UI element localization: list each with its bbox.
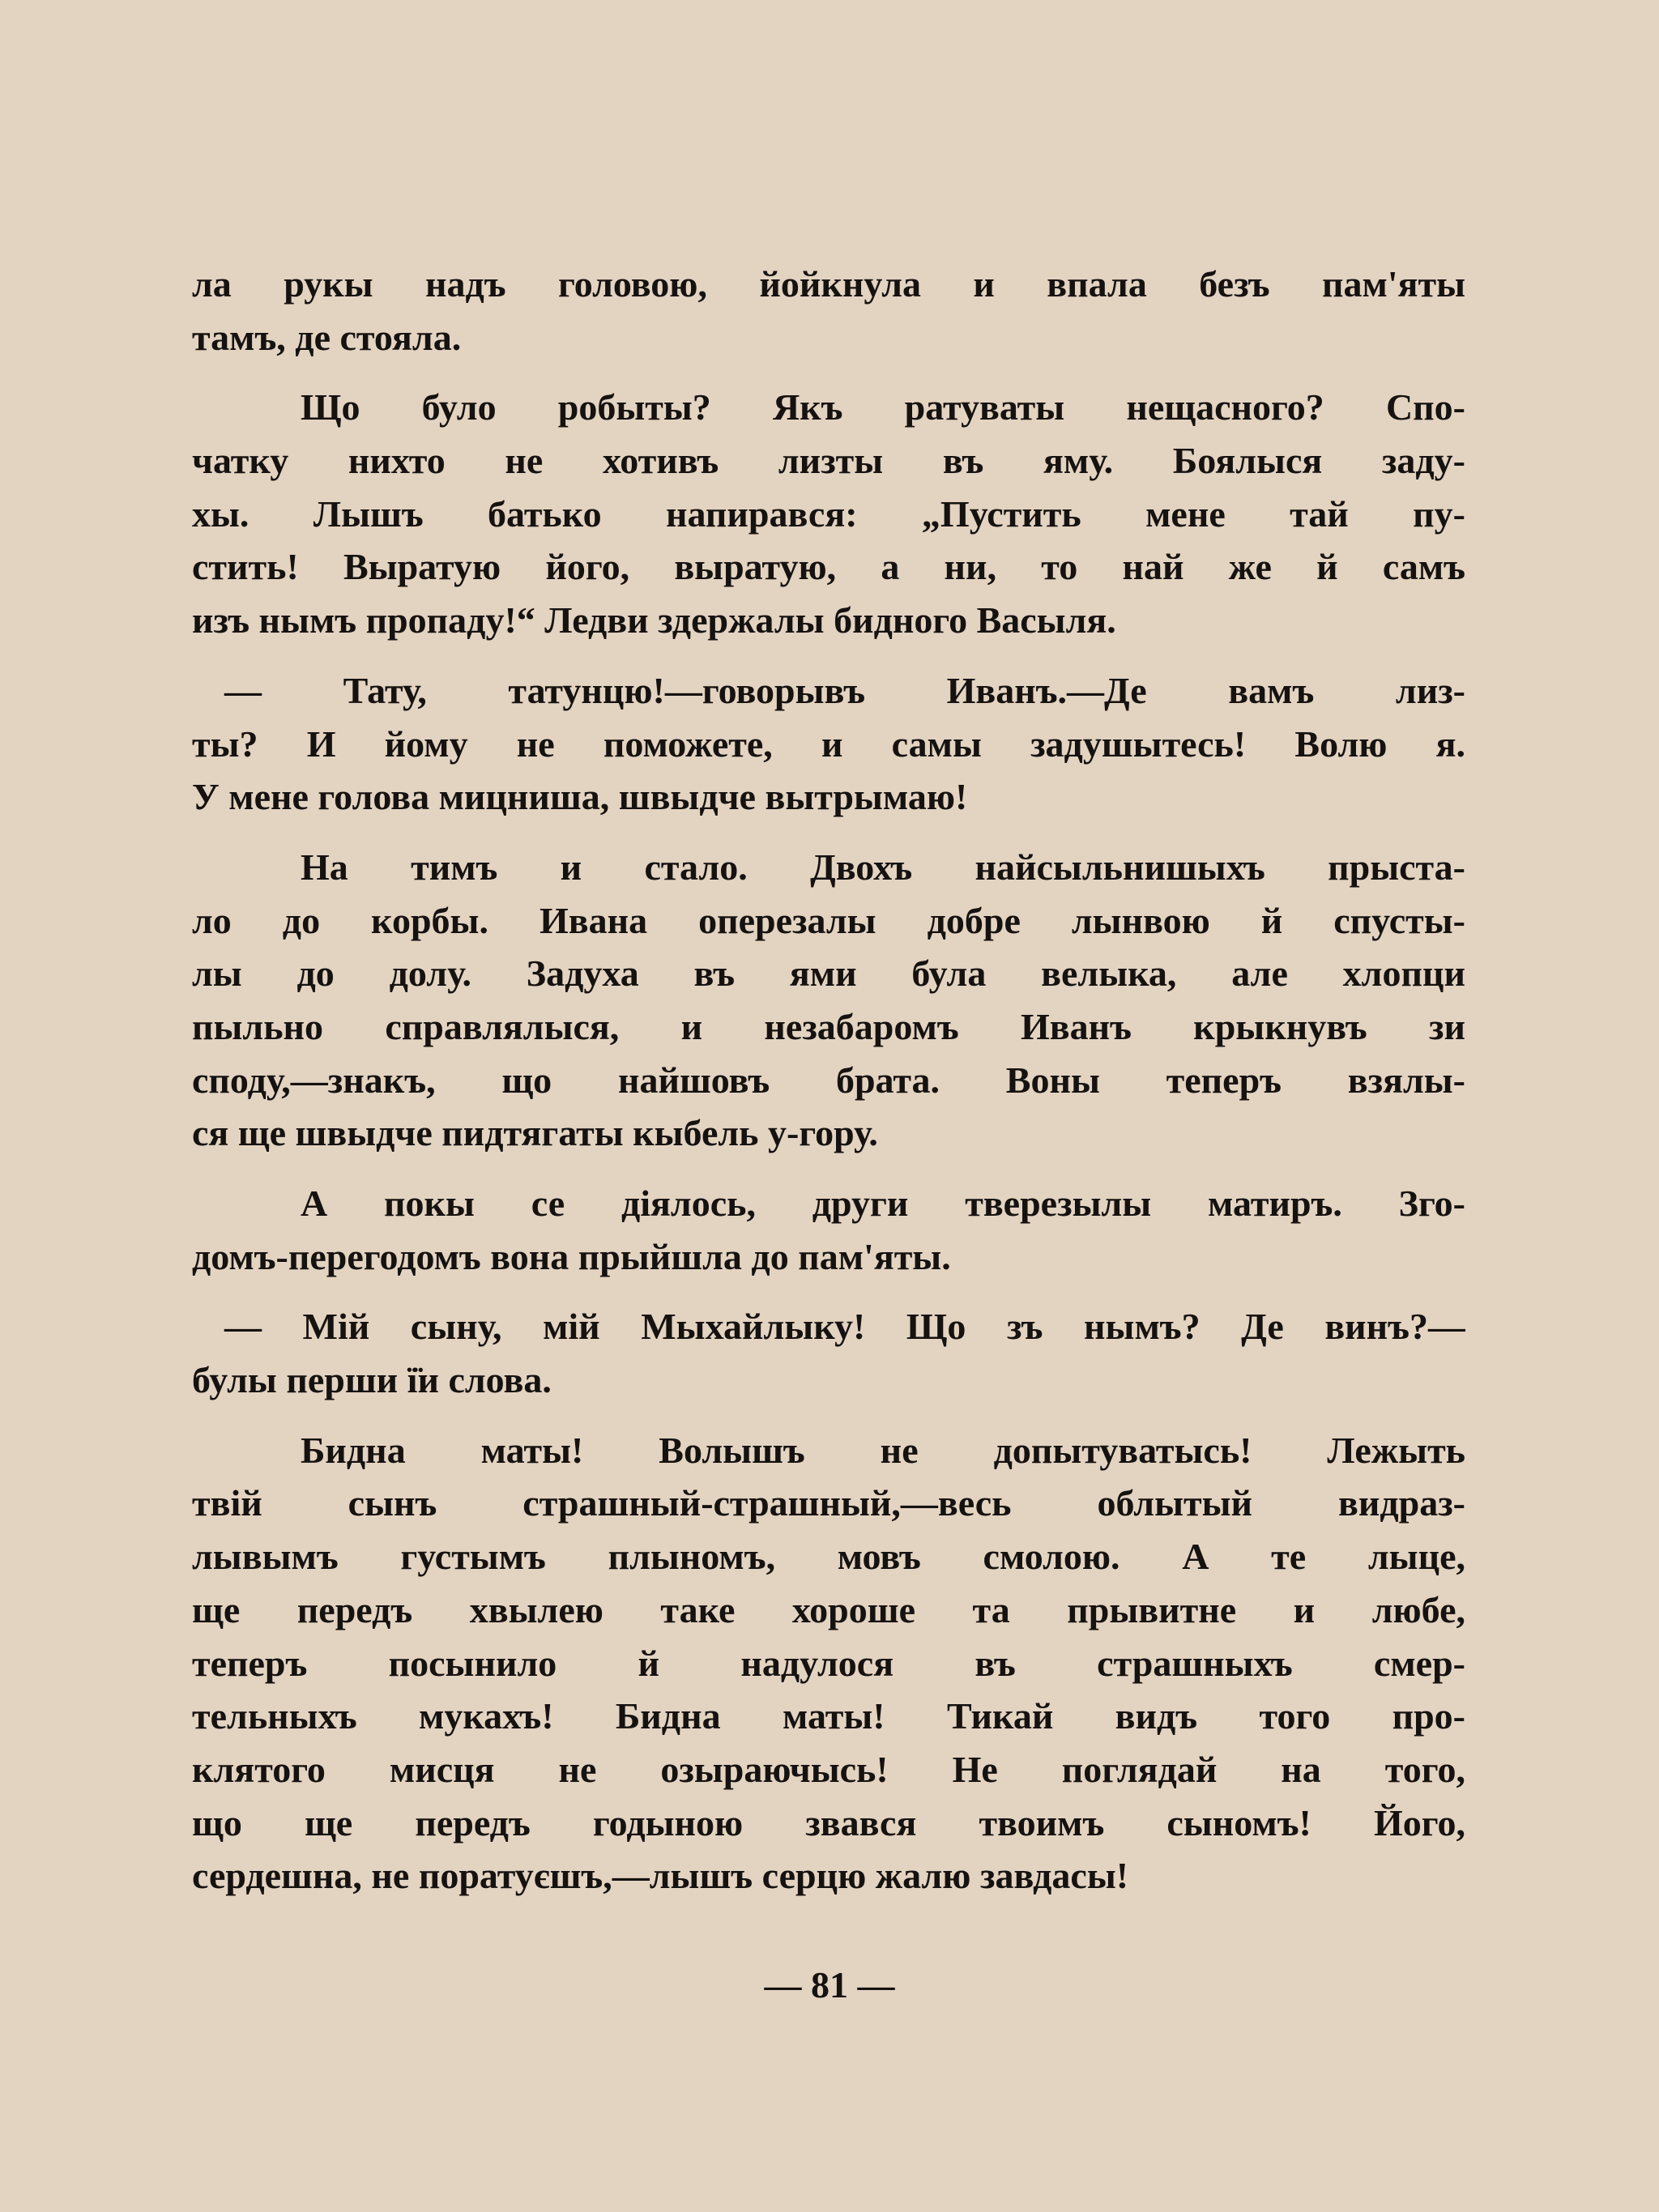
text-line: домъ-перегодомъ вона прыйшла до пам'яты. bbox=[192, 1235, 951, 1277]
text-line: У мене голова мицниша, швыдче вытрымаю! bbox=[192, 776, 968, 818]
text-line: ще передъ хвылею таке хороше та прывитне и любе, bbox=[192, 1588, 1465, 1630]
text-line: ло до корбы. Ивана оперезалы добре лынвою й спусты- bbox=[192, 899, 1465, 941]
paragraph bbox=[192, 258, 1465, 364]
text-line: — Мій сыну, мій Мыхайлыку! Що зъ нымъ? Де винъ?— bbox=[224, 1306, 1465, 1348]
paragraph-gap bbox=[192, 647, 1465, 664]
text-line: ся ще швыдче пидтягаты кыбель у-гору. bbox=[192, 1112, 878, 1154]
paragraph bbox=[192, 381, 1465, 646]
paragraph bbox=[192, 664, 1465, 824]
text-line: Що було робыты? Якъ ратуваты нещасного? Спо- bbox=[301, 386, 1465, 428]
text-line: хы. Лышъ батько напирався: „Пустить мене тай пу- bbox=[192, 492, 1465, 535]
paragraph bbox=[192, 1177, 1465, 1283]
paragraph bbox=[192, 1300, 1465, 1406]
text-line: изъ нымъ пропаду!“ Ледви здержалы бидного Васыля. bbox=[192, 599, 1116, 641]
text-line: клятого мисця не озыраючысь! Не поглядай на того, bbox=[192, 1748, 1465, 1790]
paragraph-gap bbox=[192, 1283, 1465, 1300]
paragraph-gap bbox=[192, 824, 1465, 841]
paragraph-gap bbox=[192, 1160, 1465, 1177]
text-line: тамъ, де стояла. bbox=[192, 316, 462, 358]
paragraph bbox=[192, 1424, 1465, 1903]
text-line: що ще передъ годыною звався твоимъ сыномъ! Його, bbox=[192, 1801, 1465, 1843]
text-line: сердешна, не поратуєшъ,—лышъ серцю жалю завдасы! bbox=[192, 1855, 1129, 1897]
text-line: стить! Выратую його, выратую, а ни, то най же й самъ bbox=[192, 546, 1465, 588]
paragraph-gap bbox=[192, 364, 1465, 381]
text-line: булы перши ї̈и слова. bbox=[192, 1359, 552, 1401]
text-line: теперъ посынило й надулося въ страшныхъ смер- bbox=[192, 1642, 1465, 1684]
paragraph-gap bbox=[192, 1407, 1465, 1424]
text-line: чатку нихто не хотивъ лизты въ яму. Боялыся заду- bbox=[192, 440, 1465, 482]
text-line: лывымъ густымъ плыномъ, мовъ смолою. А те лыце, bbox=[192, 1536, 1465, 1578]
page-text bbox=[192, 258, 1465, 1903]
text-line: ла рукы надъ головою, йойкнула и впала безъ пам'яты bbox=[192, 263, 1465, 305]
text-line: ты? И йому не поможете, и самы задушытесь! Волю я. bbox=[192, 722, 1465, 765]
text-line: — Тату, татунцю!—говорывъ Иванъ.—Де вамъ лиз- bbox=[224, 669, 1465, 711]
text-line: пыльно справлялыся, и незабаромъ Иванъ крыкнувъ зи bbox=[192, 1005, 1465, 1047]
text-line: тельныхъ мукахъ! Бидна маты! Тикай видъ того про- bbox=[192, 1695, 1465, 1737]
text-line: лы до долу. Задуха въ ями була велыка, але хлопци bbox=[192, 953, 1465, 995]
text-line: А покы се діялось, други тверезылы матиръ. Зго- bbox=[301, 1183, 1465, 1224]
page-number: — 81 — bbox=[764, 1964, 895, 2005]
text-line: Бидна маты! Волышъ не допытуватысь! Лежыть bbox=[301, 1429, 1465, 1471]
text-line: споду,—знакъ, що найшовъ брата. Воны теперъ взялы- bbox=[192, 1059, 1465, 1101]
text-line: На тимъ и стало. Двохъ найсыльнишыхъ прыста- bbox=[301, 846, 1465, 888]
text-line: твій сынъ страшный-страшный,—весь облытый видраз- bbox=[192, 1482, 1465, 1524]
paragraph bbox=[192, 841, 1465, 1160]
